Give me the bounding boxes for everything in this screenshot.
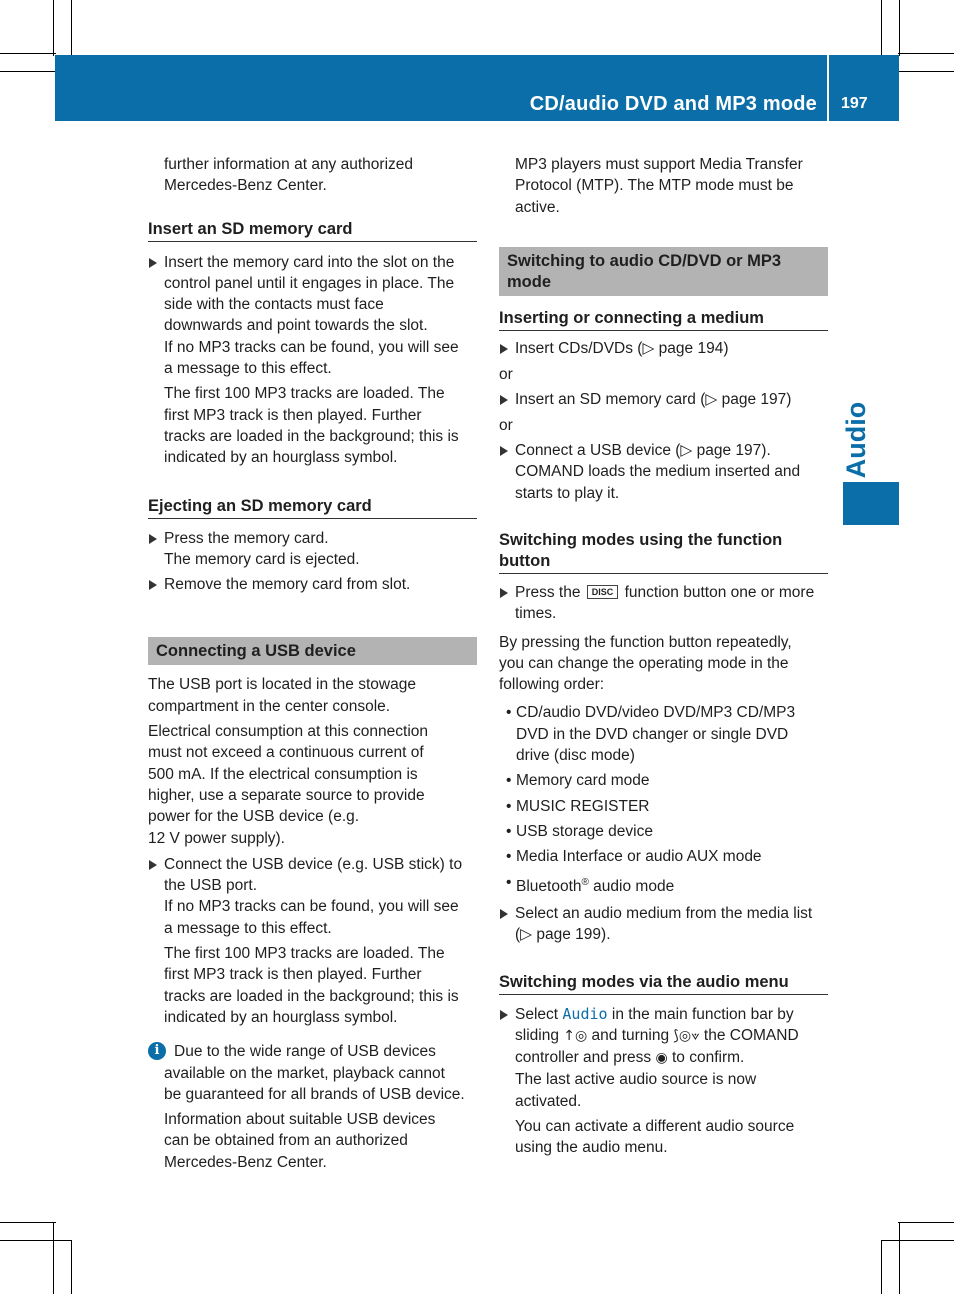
section-heading-usb: Connecting a USB device (148, 637, 477, 665)
info-note-text: Information about suitable USB devices can be obtained from an authorized Mercedes-Benz Center. (164, 1111, 436, 1171)
section-heading-function-button: Switching modes using the function button (499, 530, 828, 574)
section-tab-marker (843, 482, 899, 525)
crop-mark (881, 0, 882, 56)
crop-mark (881, 1240, 882, 1294)
crop-mark (53, 1222, 54, 1294)
crop-mark (53, 0, 54, 56)
bullet-dot: • (506, 797, 512, 815)
step-item: Remove the memory card from slot. (148, 574, 477, 595)
crop-mark (898, 71, 954, 72)
section-heading-switching: Switching to audio CD/DVD or MP3 mode (499, 247, 828, 296)
or-text: or (499, 366, 513, 384)
section-heading-insert-sd: Insert an SD memory card (148, 219, 477, 242)
bullet-dot: • (506, 848, 512, 866)
step-item: Connect a USB device (▷ page 197). COMAND loads the medium inserted and starts to play it. (499, 440, 828, 504)
right-column (499, 154, 828, 1159)
usb-paragraph: Electrical consumption at this connection must not exceed a continuous current of 500 mA. If the electrical consumption is higher, use a separate source to provide power for the USB device (e.g. 12 V power supply). (148, 723, 429, 847)
info-icon: i (148, 1042, 166, 1060)
step-arrow-icon (149, 258, 157, 268)
section-heading-eject-sd: Ejecting an SD memory card (148, 496, 477, 519)
step-item: Press the DISC function button one or more times. (499, 582, 828, 625)
crop-mark (898, 53, 954, 54)
list-item: • Media Interface or audio AUX mode (499, 846, 828, 867)
left-column (148, 154, 477, 1173)
bullet-dot: • (506, 822, 512, 840)
list-item: • Memory card mode (499, 770, 828, 791)
disc-button-icon: DISC (587, 585, 619, 599)
bullet-dot: • (506, 704, 512, 722)
step-arrow-icon (500, 909, 508, 919)
crop-mark (881, 1240, 954, 1241)
step-item: Insert CDs/DVDs (▷ page 194) (499, 338, 828, 359)
press-controller-icon: ◉ (655, 1050, 668, 1067)
result-text: The first 100 MP3 tracks are loaded. The first MP3 track is then played. Further tracks are loaded in the background; this is indicated by an hourglass symbol. (164, 945, 459, 1026)
usb-paragraph: The USB port is located in the stowage compartment in the center console. (148, 676, 416, 715)
section-tab-label: Audio (840, 401, 871, 479)
step-arrow-icon (149, 580, 157, 590)
header-bar (55, 55, 899, 121)
step-item: Insert an SD memory card (▷ page 197) (499, 389, 828, 410)
page-title: CD/audio DVD and MP3 mode (529, 93, 817, 115)
crop-mark (0, 71, 56, 72)
step-item: Select Audio in the main function bar by sliding ↑◎ and turning ⟆◎⟇ the COMAND controller and press ◉ to confirm. The last active audio source is now activated. (499, 1004, 828, 1112)
step-item: Press the memory card. The memory card is ejected. (148, 528, 477, 571)
crop-mark (0, 53, 56, 54)
crop-mark (0, 1240, 72, 1241)
crop-mark (898, 1222, 954, 1223)
or-text: or (499, 416, 513, 434)
header-divider (827, 55, 829, 121)
result-text: You can activate a different audio source using the audio menu. (515, 1118, 795, 1157)
step-item: Connect the USB device (e.g. USB stick) to the USB port. If no MP3 tracks can be found, you will see a message to this effect. (148, 854, 477, 939)
list-item: • CD/audio DVD/video DVD/MP3 CD/MP3 DVD in the DVD changer or single DVD drive (disc mode) (506, 704, 796, 765)
section-heading-audio-menu: Switching modes via the audio menu (499, 972, 828, 995)
crop-mark (0, 1222, 56, 1223)
sub-heading-inserting: Inserting or connecting a medium (499, 308, 828, 331)
crop-mark (899, 0, 900, 56)
turn-controller-icon: ⟆◎⟇ (673, 1027, 700, 1044)
crop-mark (71, 0, 72, 56)
step-item: Select an audio medium from the media list (▷ page 199). (499, 903, 828, 946)
audio-menu-label: Audio (562, 1004, 608, 1023)
step-arrow-icon (500, 588, 508, 598)
step-arrow-icon (149, 534, 157, 544)
bullet-dot: • (506, 873, 512, 891)
slide-controller-icon: ↑◎ (563, 1027, 588, 1044)
step-item: Insert the memory card into the slot on the control panel until it engages in place. The side with the contacts must face downwards and point towards the slot. If no MP3 tracks can be found, you will see a message to this effect. (148, 252, 477, 380)
intro-text: further information at any authorized Mercedes-Benz Center. (164, 156, 413, 195)
bullet-dot: • (506, 772, 512, 790)
list-item: • USB storage device (499, 821, 828, 842)
list-item: • MUSIC REGISTER (499, 796, 828, 817)
info-note: i Due to the wide range of USB devices available on the market, playback cannot be guaranteed for all brands of USB device. (148, 1041, 477, 1105)
intro-text: MP3 players must support Media Transfer Protocol (MTP). The MTP mode must be active. (515, 156, 803, 216)
step-arrow-icon (149, 860, 157, 870)
step-arrow-icon (500, 1010, 508, 1020)
step-arrow-icon (500, 395, 508, 405)
step-arrow-icon (500, 344, 508, 354)
step-arrow-icon (500, 446, 508, 456)
list-item: • Bluetooth® audio mode (506, 873, 675, 895)
order-paragraph: By pressing the function button repeatedly, you can change the operating mode in the following order: (499, 633, 792, 694)
crop-mark (71, 1240, 72, 1294)
crop-mark (899, 1222, 900, 1294)
page-number: 197 (841, 95, 868, 112)
result-text: The first 100 MP3 tracks are loaded. The first MP3 track is then played. Further tracks are loaded in the background; this is indicated by an hourglass symbol. (164, 385, 459, 467)
